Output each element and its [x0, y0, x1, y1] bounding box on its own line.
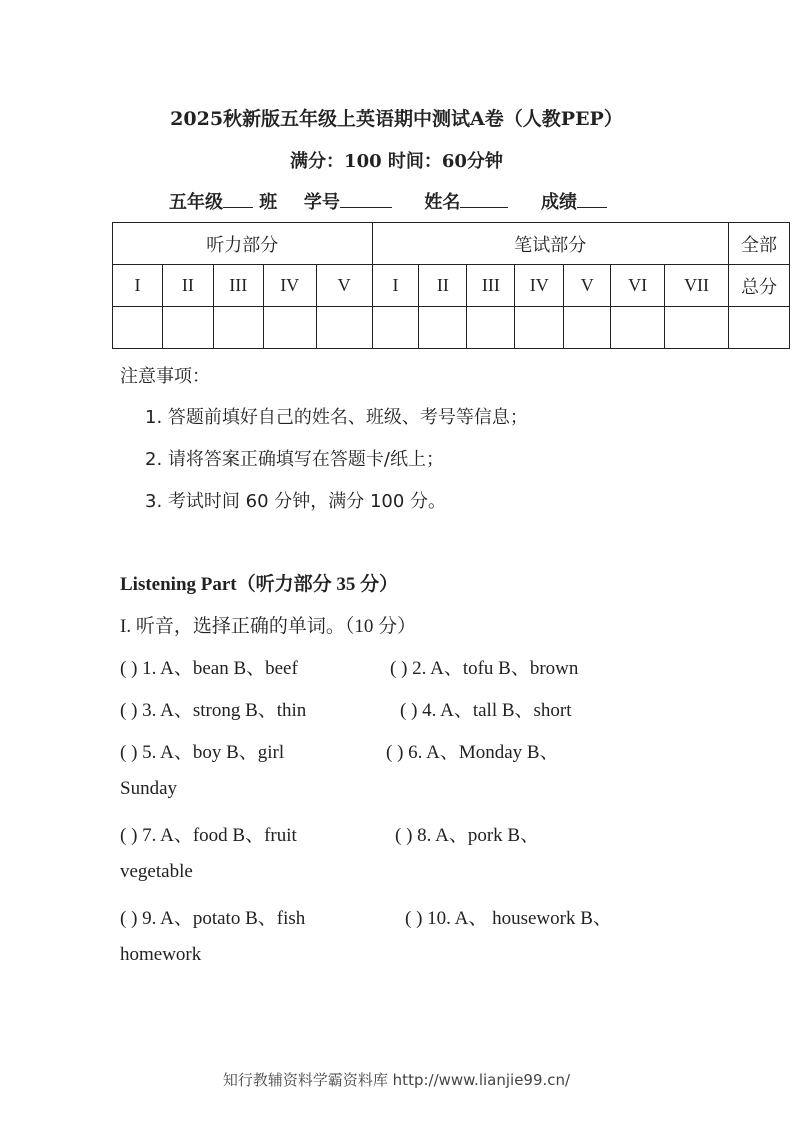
score-cell: [162, 307, 213, 349]
exam-subtitle: 满分：100 时间：60分钟: [290, 151, 503, 172]
score-cell: [729, 307, 790, 349]
question-8: ( ) 8. A、pork B、: [395, 825, 540, 846]
student-id-blank: [340, 191, 392, 208]
written-col: VII: [665, 265, 729, 307]
question-6-continued: Sunday: [120, 778, 177, 799]
question-3: ( ) 3. A、strong B、thin: [120, 700, 307, 721]
question-9: ( ) 9. A、potato B、fish: [120, 908, 306, 929]
notes-heading: 注意事项：: [120, 366, 210, 387]
section-heading: Listening Part（听力部分 35 分）: [120, 574, 399, 595]
note-item: 3. 考试时间 60 分钟，满分 100 分。: [145, 491, 447, 512]
score-cell: [515, 307, 564, 349]
score-cell: [467, 307, 515, 349]
written-col: VI: [611, 265, 665, 307]
score-blank: [577, 191, 607, 208]
question-6: ( ) 6. A、Monday B、: [386, 742, 559, 763]
question-1: ( ) 1. A、bean B、beef: [120, 658, 298, 679]
score-cell: [263, 307, 316, 349]
name-blank: [460, 191, 508, 208]
score-cell: [113, 307, 163, 349]
score-cell: [564, 307, 611, 349]
question-4: ( ) 4. A、tall B、short: [400, 700, 572, 721]
student-id-label: 学号: [303, 192, 340, 213]
question-10-continued: homework: [120, 944, 202, 965]
class-label: 班: [259, 192, 278, 213]
listening-col: IV: [263, 265, 316, 307]
written-col: II: [419, 265, 467, 307]
written-col: IV: [515, 265, 564, 307]
score-table: [112, 222, 790, 349]
written-col: III: [467, 265, 515, 307]
written-col: V: [564, 265, 611, 307]
note-item: 1. 答题前填好自己的姓名、班级、考号等信息；: [145, 407, 528, 428]
question-2: ( ) 2. A、tofu B、brown: [390, 658, 579, 679]
question-10: ( ) 10. A、 housework B、: [405, 908, 612, 929]
total-sub-header: 总分: [729, 265, 790, 307]
grade-label: 五年级: [169, 192, 223, 213]
student-info-line: [169, 188, 607, 214]
score-cell: [665, 307, 729, 349]
written-header: 笔试部分: [372, 223, 728, 265]
score-cell: [213, 307, 263, 349]
score-cell: [611, 307, 665, 349]
written-col: I: [372, 265, 419, 307]
listening-col: I: [113, 265, 163, 307]
page-title: 2025秋新版五年级上英语期中测试A卷（人教PEP）: [170, 108, 623, 130]
name-label: 姓名: [424, 192, 461, 213]
question-8-continued: vegetable: [120, 861, 193, 882]
listening-col: V: [316, 265, 372, 307]
score-cell: [372, 307, 419, 349]
listening-header: 听力部分: [113, 223, 373, 265]
score-cell: [316, 307, 372, 349]
question-5: ( ) 5. A、boy B、girl: [120, 742, 285, 763]
score-label: 成绩: [540, 192, 577, 213]
listening-col: III: [213, 265, 263, 307]
score-cell: [419, 307, 467, 349]
note-item: 2. 请将答案正确填写在答题卡/纸上；: [145, 449, 444, 470]
question-7: ( ) 7. A、food B、fruit: [120, 825, 297, 846]
footer-watermark: 知行教辅资料学霸资料库 http://www.lianjie99.cn/: [222, 1071, 571, 1089]
total-header: 全部: [729, 223, 790, 265]
class-blank: [223, 191, 253, 208]
part-instruction: I. 听音，选择正确的单词。（10 分）: [120, 616, 417, 637]
listening-col: II: [162, 265, 213, 307]
